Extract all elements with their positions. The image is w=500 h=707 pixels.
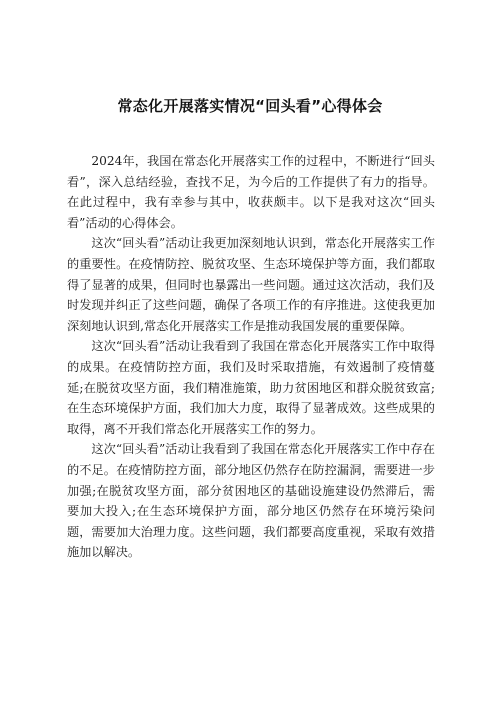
- paragraph-importance: 这次“回头看”活动让我更加深刻地认识到，常态化开展落实工作的重要性。在疫情防控、脱贫攻坚、生态环境保护等方面，我们都取得了显著的成果，但同时也暴露出一些问题。通过这次活动，我们及时发现并纠正了这些问题，确保了各项工作的有序推进。这使我更加深刻地认识到,常态化开展落实工作是推动我国发展的重要保障。: [67, 236, 435, 333]
- paragraph-achievements: 这次“回头看”活动让我看到了我国在常态化开展落实工作中取得的成果。在疫情防控方面，我们及时采取措施，有效遏制了疫情蔓延;在脱贫攻坚方面，我们精准施策，助力贫困地区和群众脱贫致富;在生态环境保护方面，我们加大力度，取得了显著成效。这些成果的取得，离不开我们常态化开展落实工作的努力。: [67, 339, 435, 436]
- paragraph-shortcomings: 这次“回头看”活动让我看到了我国在常态化开展落实工作中存在的不足。在疫情防控方面，部分地区仍然存在防控漏洞，需要进一步加强;在脱贫攻坚方面，部分贫困地区的基础设施建设仍然滞后，需要加大投入;在生态环境保护方面，部分地区仍然存在环境污染问题，需要加大治理力度。这些问题，我们都要高度重视，采取有效措施加以解决。: [67, 442, 435, 560]
- document-body: [67, 151, 435, 563]
- document-title: 常态化开展落实情况“回头看”心得体会: [117, 97, 383, 115]
- paragraph-intro: 2024年，我国在常态化开展落实工作的过程中，不断进行“回头看”，深入总结经验，查找不足，为今后的工作提供了有力的指导。在此过程中，我有幸参与其中，收获颇丰。以下是我对这次“回头看”活动的心得体会。: [67, 154, 435, 230]
